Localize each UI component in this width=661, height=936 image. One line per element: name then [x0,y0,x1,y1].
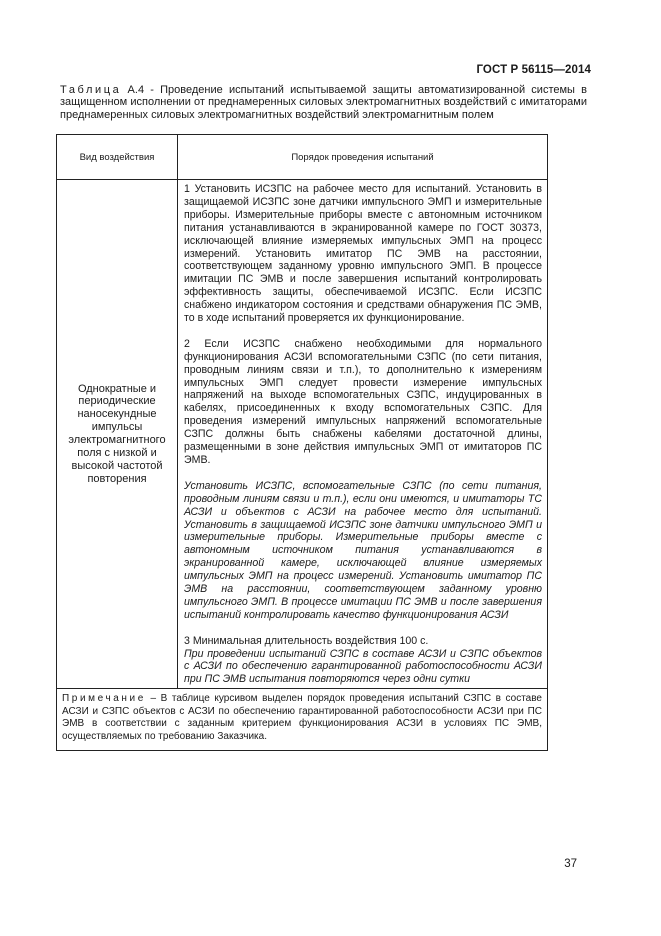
document-code: ГОСТ Р 56115—2014 [476,64,591,76]
table-header-row [57,135,548,180]
note-label: Примечание [62,693,146,705]
col-header-test-procedure: Порядок проведения испытаний [178,135,548,180]
table-caption [60,84,587,121]
note-text: – В таблице курсивом выделен порядок проведения испытаний СЗПС в составе АСЗИ и СЗПС объектов с АСЗИ по обеспечению гарантированной работоспособности АСЗИ при ПС ЭМВ в соответствии с заданным критерием функционирования АСЗИ в условиях ПС ЭМВ, осуществляемых по требованию Заказчика. [62,693,542,743]
caption-text: А.4 - Проведение испытаний испытываемой защиты автоматизированной системы в защищенном исполнении от преднамеренных силовых электромагнитных воздействий с имитаторами преднамеренных силовых электромагнитных воздействий электромагнитным полем [60,84,587,121]
table-note-row [57,689,548,750]
procedure-paragraph-1: 1 Установить ИСЗПС на рабочее место для испытаний. Установить в защищаемой ИСЗПС зоне датчики импульсного ЭМП и измерительные приборы. Измерительные приборы вместе с автономным источником питания устанавливаются в экранированной камере по ГОСТ 30373, исключающей влияние измеряемых импульсных ЭМП на процесс измерений. Установить имитатор ПС ЭМВ на расстоянии, соответствующем заданному уровню импульсного ЭМП. В процессе имитации ПС ЭМВ и после завершения испытаний контролировать эффективность защиты, обеспечиваемой ИСЗПС. Если ИСЗПС снабжено индикатором состояния и средствами обнаружения ПС ЭМВ, то в ходе испытаний проверяется их функционирование. [184,183,542,325]
procedure-paragraph-2: 2 Если ИСЗПС снабжено необходимыми для нормального функционирования АСЗИ вспомогательными СЗПС (по сети питания, проводным линиям связи и т.п.), то дополнительно к измерениям импульсных ЭМП следует провести измерение импульсных напряжений на выходе вспомогательных СЗПС, индуцированных в кабелях, присоединенных к входу вспомогательных СЗПС. Для проведения измерений импульсных напряжений вспомогательные СЗПС должны быть снабжены кабелями достаточной длины, размещенными в зоне действия импульсных ЭМП от имитаторов ПС ЭМВ. [184,337,542,467]
procedure-cell [178,180,548,689]
table-row [57,180,548,689]
col-header-impact-type: Вид воздействия [57,135,178,180]
caption-label: Таблица [60,84,122,96]
impact-type-cell: Однократные и периодические наносекундные импульсы электромагнитного поля с низкой и высокой частотой повторения [57,180,178,689]
procedure-paragraph-italic: Установить ИСЗПС, вспомогательные СЗПС (по сети питания, проводным линиям связи и т.п.), если они имеются, и имитаторы ТС АСЗИ и объектов с АСЗИ на рабочее место для испытаний. Установить в защищаемой ИСЗПС зоне датчики импульсного ЭМП и измерительные приборы. Измерительные приборы вместе с автономным источником питания устанавливаются в экранированной камере, исключающей влияние измеряемых импульсных ЭМП на процесс измерений. Установить имитатор ПС ЭМВ на расстоянии, соответствующем заданному уровню импульсного ЭМП. В процессе имитации ПС ЭМВ и после завершения испытаний контролировать качество функционирования АСЗИ [184,479,542,621]
table-note [57,689,548,750]
tests-table [56,134,548,751]
procedure-paragraph-3: 3 Минимальная длительность воздействия 100 с. [184,634,429,647]
procedure-paragraph-repeat: При проведении испытаний СЗПС в составе АСЗИ и СЗПС объектов с АСЗИ по обеспечению гарантированной работоспособности АСЗИ при ПС ЭМВ испытания повторяются через одни сутки [184,647,542,686]
page-number: 37 [564,858,577,870]
